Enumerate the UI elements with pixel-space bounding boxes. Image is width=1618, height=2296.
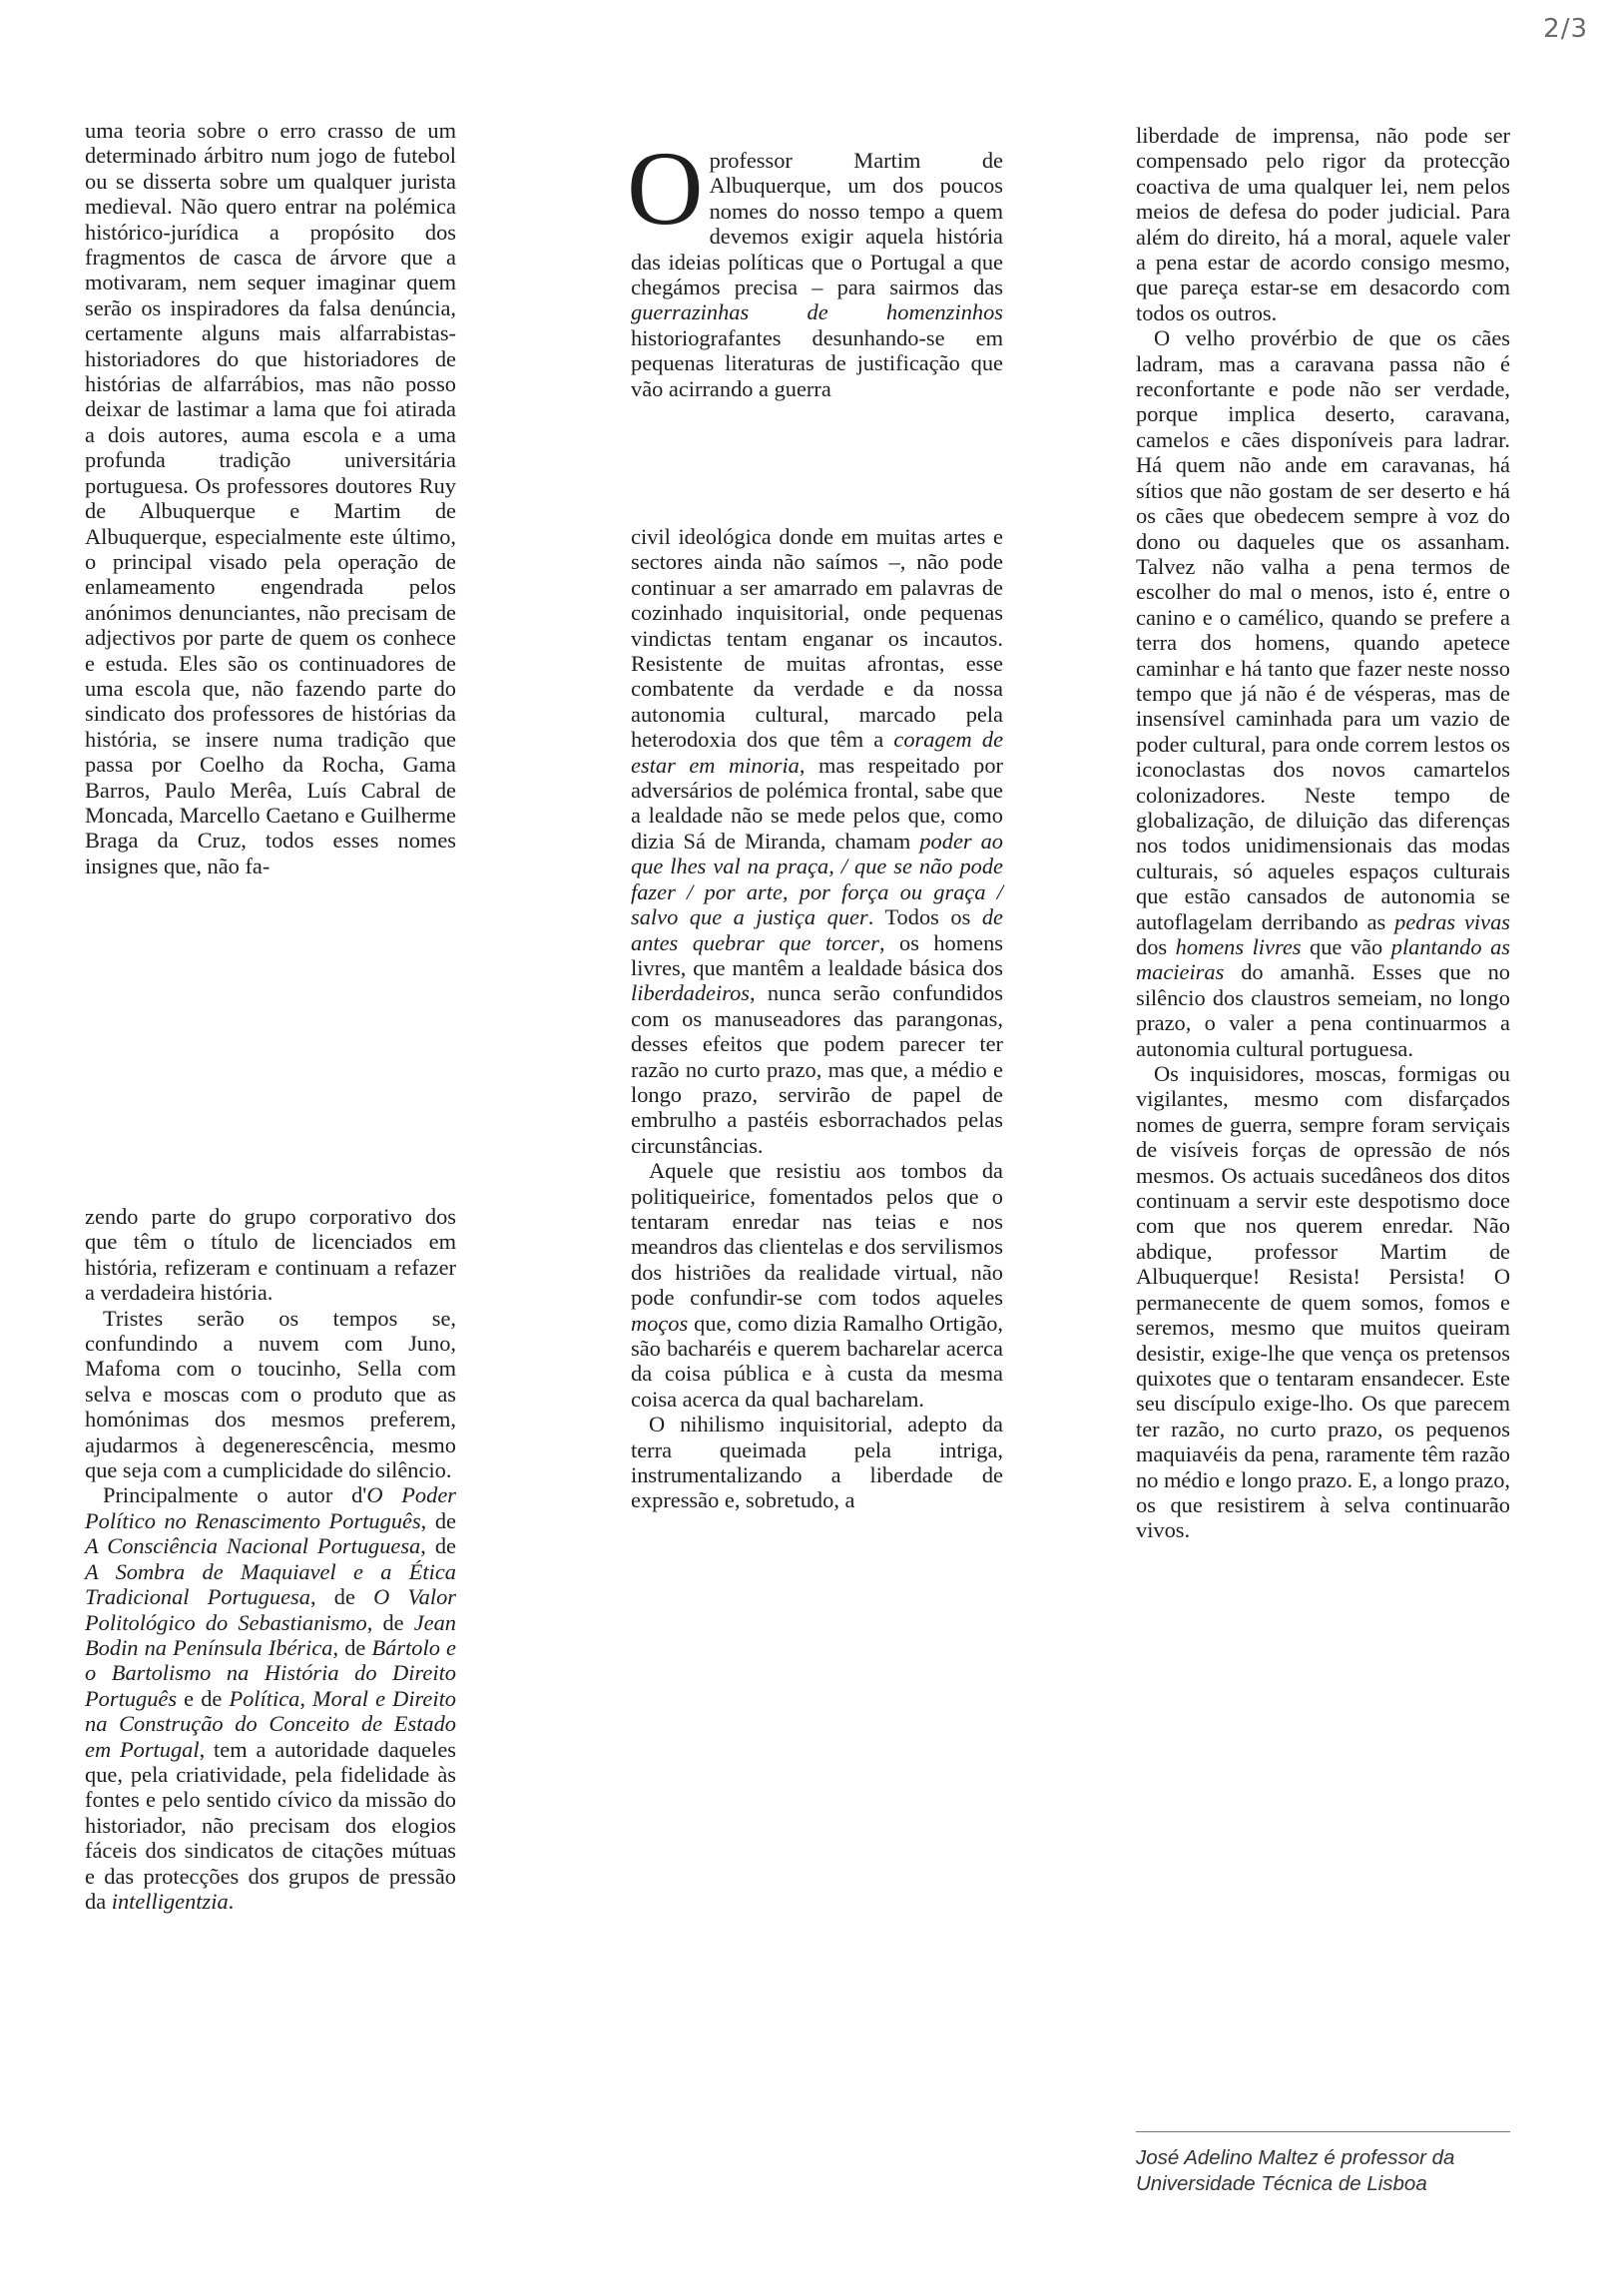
emphasis: plantando as macieiras [1136,934,1510,985]
byline-divider [1136,2131,1510,2132]
paragraph: Tristes serão os tempos se, confundindo a nuvem com Juno, Mafoma com o toucinho, Sella com selva e moscas com o produto que as homónimas dos mesmos preferem, ajudarmos à degenerescência, mesmo que seja com a cumplicidade do silêncio. [85,1305,456,1483]
column-2-top [627,130,1003,401]
book-title: A Consciência Nacional Portuguesa [85,1533,421,1559]
book-title: A Sombra de Maquiavel e a Ética Tradicional Portuguesa [85,1558,456,1610]
book-title: O Poder Político no Renascimento Português [85,1482,456,1533]
text-run: . Todos os [867,904,982,930]
byline-line: José Adelino Maltez é professor da [1136,2146,1455,2169]
quotation: poder ao que lhes val na praça, / que se não pode fazer / por arte, por força ou graça / salvo que a justiça quer [631,828,1003,930]
paragraph [631,1158,1003,1412]
paragraph: Os inquisidores, moscas, formigas ou vigilantes, mesmo com disfarçados nomes de guerra, sempre foram serviçais de visíveis forças de opressão de nós mesmos. Os actuais sucedâneos dos ditos continuam a servir este despotismo doce com que nos querem enredar. Não abdique, professor Martim de Albuquerque! Resista! Persista! O permanecente de quem somos, fomos e seremos, mesmo que muitos queiram desistir, exige-lhe que vença os pretensos quixotes que o tentaram ensandecer. Este seu discípulo exige-lho. Os que parecem ter razão, no curto prazo, os pequenos maquiavéis da pena, raramente têm razão no médio e longo prazo. E, a longo prazo, os que resistirem à selva continuarão vivos. [1136,1061,1510,1543]
column-1-bottom [85,1204,456,1914]
book-title: Bártolo e o Bartolismo na História do Direito Português [85,1634,456,1711]
emphasis: moços [631,1310,689,1336]
lead-paragraph [627,130,1003,401]
text-run: dos [1136,934,1176,959]
text-run: professor Martim de Albuquerque, um dos poucos nomes do nosso tempo a quem devemos exigir aquela história das ideias políticas que o Portugal a que chegámos precisa – para sairmos das [631,148,1003,300]
paragraph-works-list [85,1482,456,1914]
page-number: 2/3 [1543,14,1588,44]
text-run: , de [366,1609,414,1635]
book-title: Jean Bodin na Península Ibérica [85,1609,456,1660]
column-1-top [85,118,456,878]
text-run: que vão [1301,934,1391,959]
emphasis: homens livres [1175,934,1302,959]
text-run: do amanhã. Esses que no silêncio dos claustros semeiam, no longo prazo, o valer a pena continuarmos a autonomia cultural portuguesa. [1136,959,1510,1061]
paragraph [631,524,1003,1158]
text-run: O velho provérbio de que os cães ladram, mas a caravana passa não é reconfortante e pode não ser verdade, porque implica deserto, caravana, camelos e cães disponíveis para ladrar. Há quem não ande em caravanas, há sítios que não gostam de ser deserto e há os cães que obedecem sempre à voz do dono ou daqueles que os assanham. Talvez não valha a pena termos de escolher do mal o menos, isto é, entre o canino e o camélico, quando se prefere a terra dos homens, quando apetece caminhar e há tanto que fazer neste nosso tempo que já não é de vésperas, mas de insensível caminhada para um vazio de poder cultural, para onde correm lestos os iconoclastas dos novos camartelos colonizadores. Neste tempo de globalização, de diluição das diferenças nos todos unidimensionais das modas culturais, só aqueles espaços culturais que estão cansados de autonomia se autoflagelam derribando as [1136,325,1510,934]
text-run: historiografantes desunhando-se em pequenas literaturas de justificação que vão acirrando a guerra [631,324,1003,401]
drop-cap: O [627,130,704,247]
text-run: Principalmente o autor d' [103,1482,367,1508]
emphasis: liberdadeiros [631,980,750,1006]
text-run: , os homens livres, que mantêm a lealdade básica dos [631,929,1003,980]
emphasis: pedras vivas [1394,908,1510,934]
paragraph: liberdade de imprensa, não pode ser compensado pelo rigor da protecção coactiva de uma qualquer lei, nem pelos meios de defesa do poder judicial. Para além do direito, há a moral, aquele valer a pena estar de acordo consigo mesmo, que pareça estar-se em desacordo com todos os outros. [1136,123,1510,325]
book-title: Política, Moral e Direito na Construção do Conceito de Estado em Portugal [85,1685,456,1762]
text-run: e de [177,1685,230,1711]
text-run: que, como dizia Ramalho Ortigão, são bacharéis e querem bacharelar acerca da coisa pública e à custa da mesma coisa acerca da qual bacharelam. [631,1310,1003,1412]
text-run: Aquele que resistiu aos tombos da politiqueirice, fomentados pelos que o tentaram enredar nas teias e nos meandros das clientelas e dos servilismos dos histriões da realidade virtual, não pode confundir-se com todos aqueles [631,1158,1003,1311]
byline-line: Universidade Técnica de Lisboa [1136,2172,1427,2195]
emphasis: intelligentzia [111,1888,229,1914]
text-run: , nunca serão confundidos com os manuseadores das parangonas, desses efeitos que podem parecer ter razão no curto prazo, mas que, a médio e longo prazo, servirão de papel de embrulho a pastéis esborrachados pelas circunstâncias. [631,980,1003,1158]
text-run: , mas respeitado por adversários de polémica frontal, sabe que a lealdade não se mede pelos que, como dizia Sá de Miranda, chamam [631,752,1003,854]
paragraph: O nihilismo inquisitorial, adepto da terra queimada pela intriga, instrumentalizando a liberdade de expressão e, sobretudo, a [631,1412,1003,1513]
emphasis: de antes quebrar que torcer [631,904,1003,955]
text-run: , de [309,1584,374,1610]
text-run: , de [332,1634,372,1660]
text-run: , tem a autoridade daqueles que, pela criatividade, pela fidelidade às fontes e pelo sentido cívico da missão do historiador, não precisam dos elogios fáceis dos sindicatos de citações mútuas e das protecções dos grupos de pressão da [85,1736,456,1914]
column-3 [1136,123,1510,1543]
emphasis: guerrazinhas de homenzinhos [631,299,1003,325]
paragraph: zendo parte do grupo corporativo dos que têm o título de licenciados em história, refizeram e continuam a refazer a verdadeira história. [85,1204,456,1306]
text-run: , de [420,1507,456,1533]
text-run: , de [420,1533,456,1559]
emphasis: coragem de estar em minoria [631,727,1004,778]
paragraph: uma teoria sobre o erro crasso de um determinado árbitro num jogo de futebol ou se disserta sobre um qualquer jurista medieval. Não quero entrar na polémica histórico-jurídica a propósito dos fragmentos de casca de árvore que a motivaram, nem sequer imaginar quem serão os inspiradores da falsa denúncia, certamente alguns mais alfarrabistas-historiadores do que historiadores de histórias de alfarrábios, mas não posso deixar de lastimar a lama que foi atirada a dois autores, auma escola e a uma profunda tradição universitária portuguesa. Os professores doutores Ruy de Albuquerque e Martim de Albuquerque, especialmente este último, o principal visado pela operação de enlameamento engendrada pelos anónimos denunciantes, não precisam de adjectivos por parte de quem os conhece e estuda. Eles são os continuadores de uma escola que, não fazendo parte do sindicato dos professores de histórias da história, se insere numa tradição que passa por Coelho da Rocha, Gama Barros, Paulo Merêa, Luís Cabral de Moncada, Marcello Caetano e Guilherme Braga da Cruz, todos esses nomes insignes que, não fa- [85,118,456,878]
column-2-bottom [631,524,1003,1513]
book-title: O Valor Politológico do Sebastianismo [85,1584,456,1635]
author-byline [1136,2145,1525,2197]
text-run: civil ideológica donde em muitas artes e sectores ainda não saímos –, não pode continuar a ser amarrado em palavras de cozinhado inquisitorial, onde pequenas vindictas tentam enganar os incautos. Resistente de muitas afrontas, esse combatente da verdade e da nossa autonomia cultural, marcado pela heterodoxia dos que têm a [631,524,1003,753]
text-run: . [228,1888,235,1914]
paragraph [1136,325,1510,1061]
